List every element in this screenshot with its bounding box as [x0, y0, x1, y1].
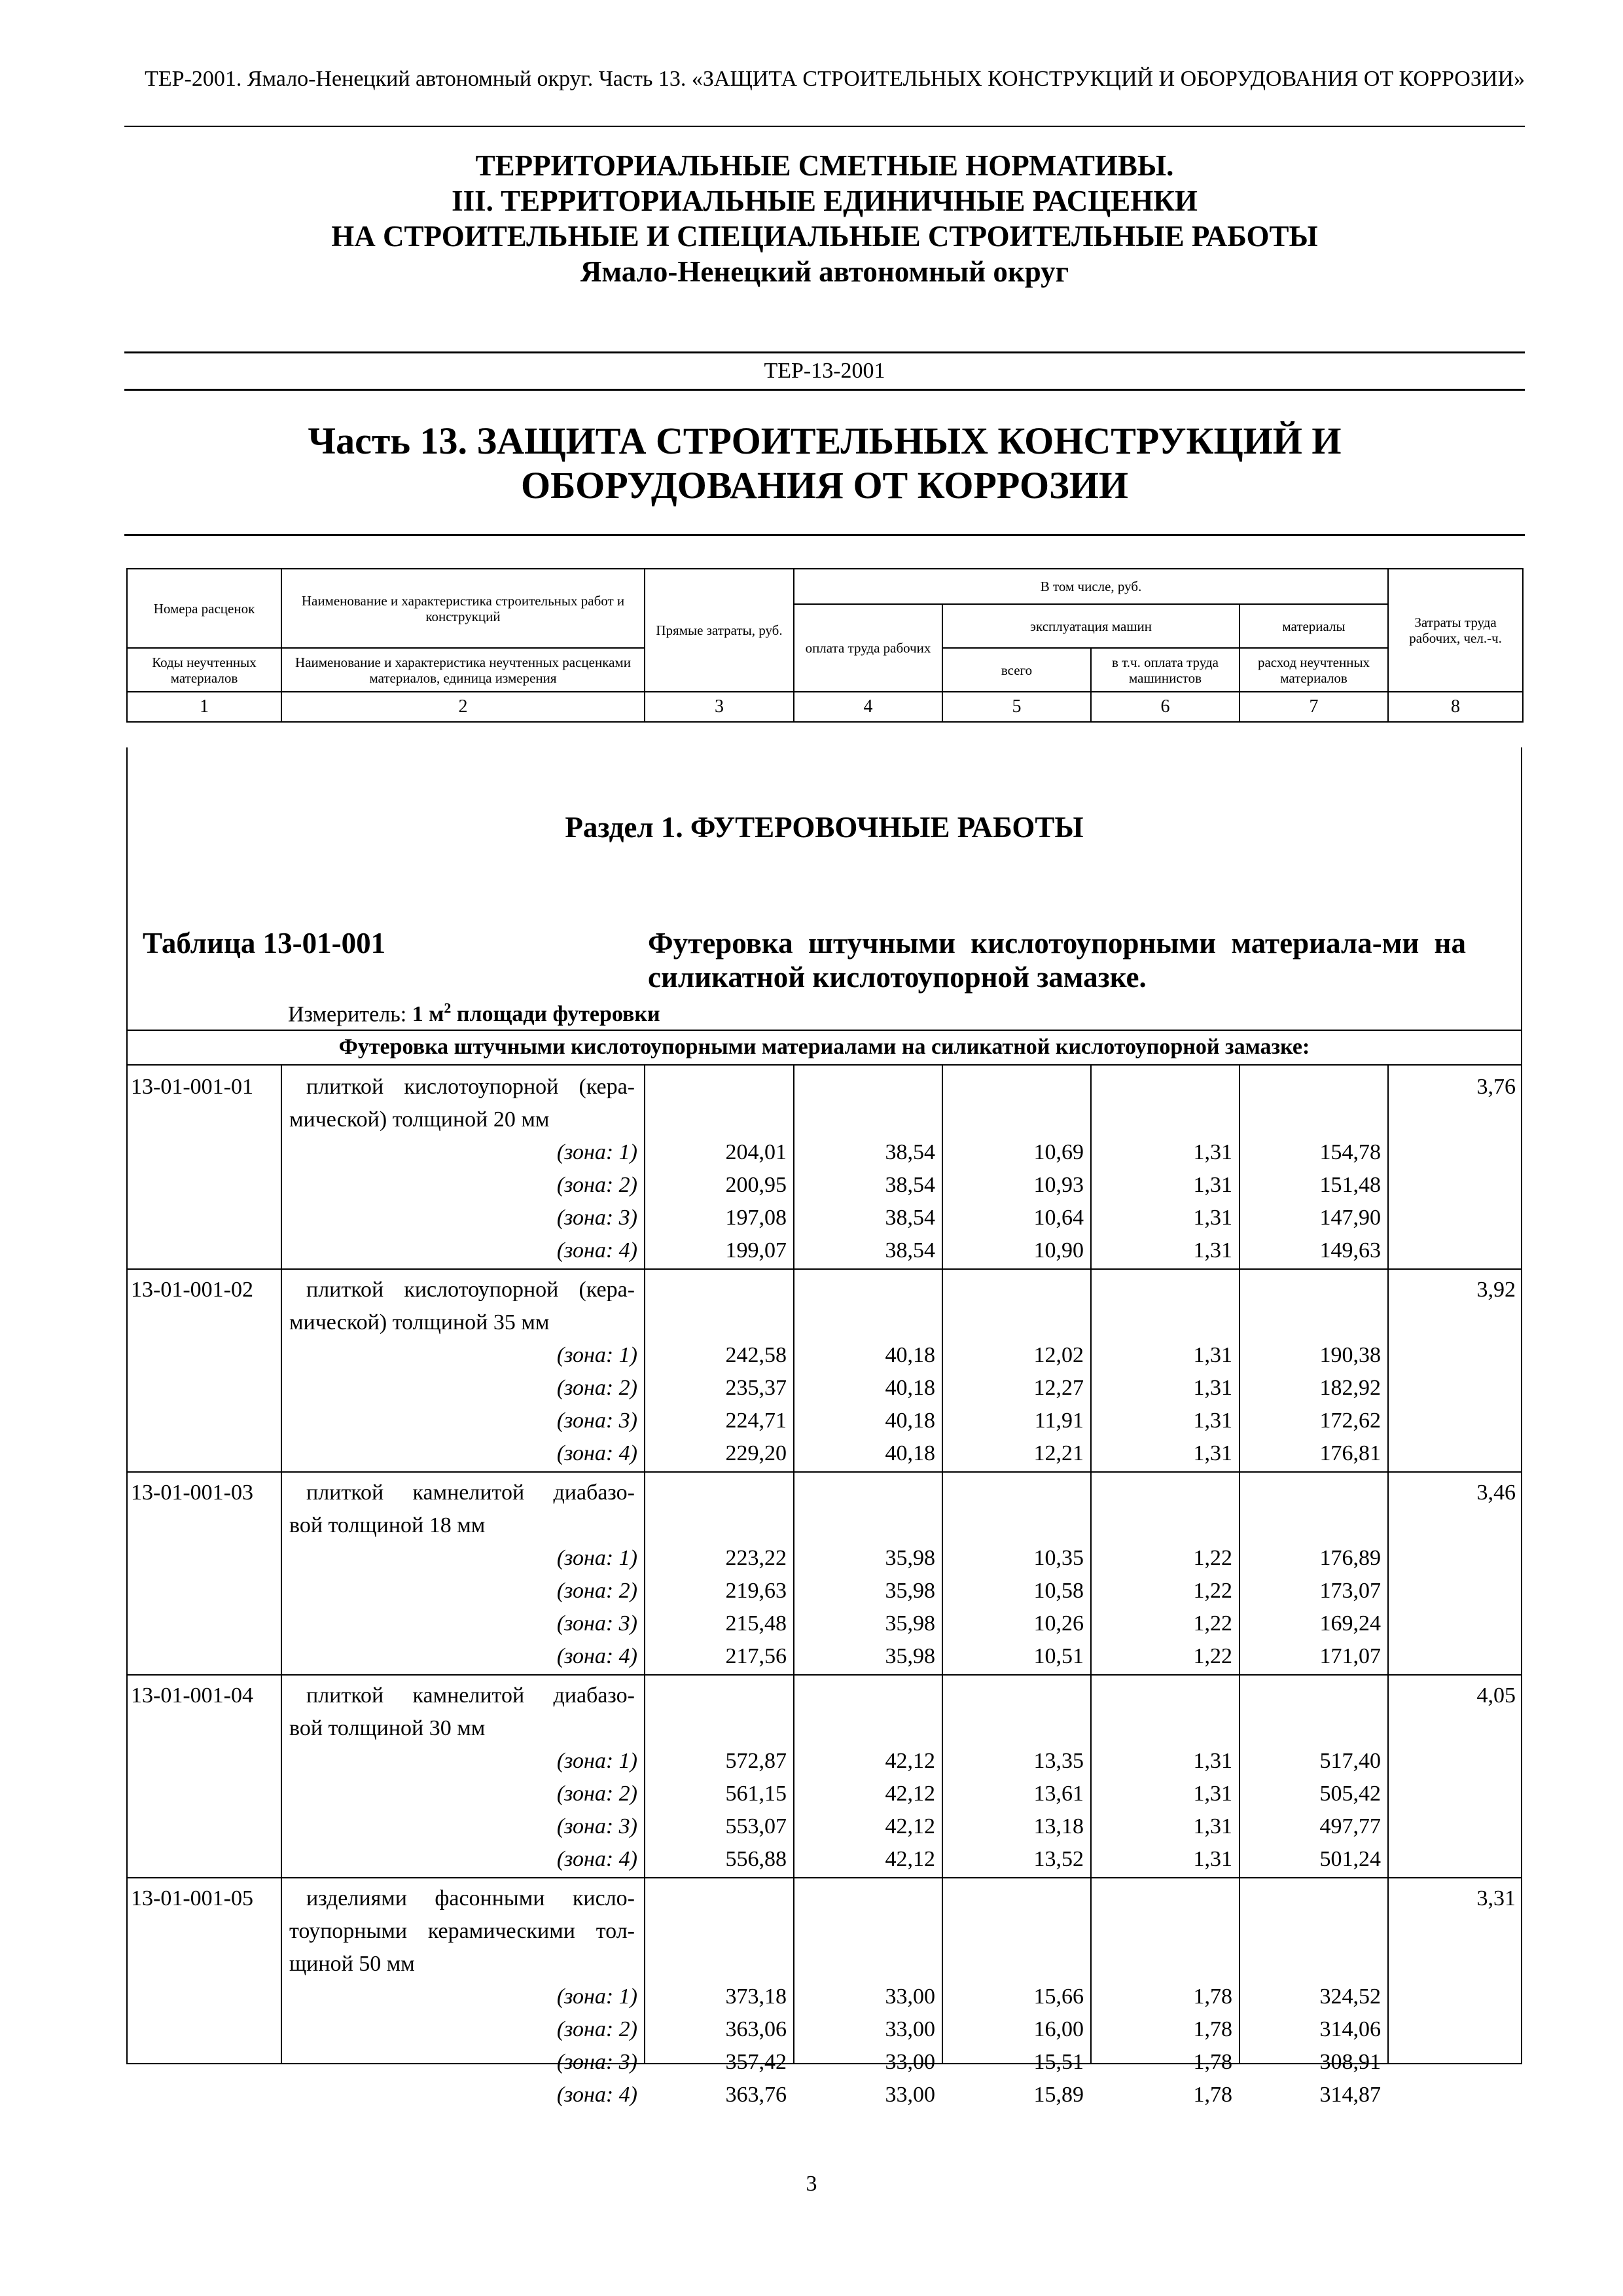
zone-label: (зона: 4)	[556, 1238, 637, 1263]
header-rule	[124, 126, 1525, 127]
header-machines-total: всего	[942, 648, 1091, 692]
zone-label: (зона: 2)	[556, 1579, 637, 1603]
column-number: 7	[1240, 692, 1388, 722]
operator-wages-value: 1,31	[1193, 1847, 1232, 1871]
header-materials: материалы	[1240, 604, 1388, 648]
direct-cost-value: 204,01	[725, 1140, 787, 1164]
wages-value: 40,18	[885, 1441, 935, 1465]
rate-code: 13-01-001-02	[131, 1278, 253, 1302]
wages-value: 35,98	[885, 1611, 935, 1636]
rate-code: 13-01-001-01	[131, 1075, 253, 1099]
wages-value: 40,18	[885, 1376, 935, 1400]
row-separator	[126, 1471, 1522, 1473]
header-including: В том числе, руб.	[794, 569, 1388, 604]
operator-wages-value: 1,78	[1193, 2083, 1232, 2107]
materials-value: 176,89	[1319, 1546, 1381, 1570]
rate-labor-cost: 3,92	[1476, 1278, 1516, 1302]
rate-description-line: плиткой камнелитой диабазо-	[306, 1683, 635, 1708]
table-id: Таблица 13-01-001	[143, 927, 386, 960]
direct-cost-value: 561,15	[725, 1782, 787, 1806]
meter	[288, 995, 660, 1028]
direct-cost-value: 224,71	[725, 1408, 787, 1433]
materials-value: 176,81	[1319, 1441, 1381, 1465]
rate-labor-cost: 3,46	[1476, 1480, 1516, 1505]
materials-value: 151,48	[1319, 1173, 1381, 1197]
wages-value: 35,98	[885, 1644, 935, 1668]
rate-description-line: щиной 50 мм	[289, 1952, 415, 1976]
wages-value: 42,12	[885, 1782, 935, 1806]
direct-cost-value: 229,20	[725, 1441, 787, 1465]
rate-labor-cost: 4,05	[1476, 1683, 1516, 1708]
wages-value: 33,00	[885, 1984, 935, 2009]
column-number: 5	[942, 692, 1091, 722]
operator-wages-value: 1,31	[1193, 1814, 1232, 1839]
materials-value: 517,40	[1319, 1749, 1381, 1773]
zone-label: (зона: 2)	[556, 1782, 637, 1806]
direct-cost-value: 235,37	[725, 1376, 787, 1400]
materials-value: 190,38	[1319, 1343, 1381, 1367]
rate-description-line: плиткой кислотоупорной (кера-	[306, 1075, 635, 1099]
table-title: Футеровка штучными кислотоупорными материала-ми на силикатной кислотоупорной замазке.	[648, 927, 1466, 994]
wages-value: 42,12	[885, 1847, 935, 1871]
table-header	[126, 568, 1524, 723]
machines-value: 11,91	[1034, 1408, 1084, 1433]
machines-value: 13,18	[1033, 1814, 1084, 1839]
rate-description-line: изделиями фасонными кисло-	[306, 1886, 635, 1910]
wages-value: 40,18	[885, 1343, 935, 1367]
wages-value: 38,54	[885, 1206, 935, 1230]
operator-wages-value: 1,31	[1193, 1749, 1232, 1773]
direct-cost-value: 556,88	[725, 1847, 787, 1871]
materials-value: 147,90	[1319, 1206, 1381, 1230]
meter-label: Измеритель:	[288, 1002, 407, 1027]
operator-wages-value: 1,22	[1193, 1611, 1232, 1636]
rate-description-line: вой толщиной 30 мм	[289, 1716, 486, 1740]
document-code: ТЕР-13-2001	[124, 351, 1525, 391]
zone-label: (зона: 2)	[556, 1376, 637, 1400]
operator-wages-value: 1,31	[1193, 1206, 1232, 1230]
rate-description-line: тоупорными керамическими тол-	[289, 1919, 635, 1943]
zone-label: (зона: 3)	[556, 2050, 637, 2074]
machines-value: 13,61	[1033, 1782, 1084, 1806]
header-machine-operation: эксплуатация машин	[942, 604, 1240, 648]
operator-wages-value: 1,31	[1193, 1343, 1232, 1367]
zone-label: (зона: 2)	[556, 1173, 637, 1197]
machines-value: 10,69	[1033, 1140, 1084, 1164]
machines-value: 15,66	[1033, 1984, 1084, 2009]
header-wages: оплата труда рабочих	[794, 604, 942, 692]
title-rule	[124, 534, 1525, 536]
row-separator	[126, 1877, 1522, 1878]
rate-labor-cost: 3,76	[1476, 1075, 1516, 1099]
section-title: Раздел 1. ФУТЕРОВОЧНЫЕ РАБОТЫ	[565, 811, 1084, 844]
wages-value: 38,54	[885, 1140, 935, 1164]
table-subheading: Футеровка штучными кислотоупорными материалами на силикатной кислотоупорной замазке:	[338, 1035, 1310, 1059]
direct-cost-value: 553,07	[725, 1814, 787, 1839]
rate-description-line: мической) толщиной 20 мм	[289, 1107, 550, 1132]
header-rate-numbers: Номера расценок	[127, 569, 281, 648]
zone-label: (зона: 4)	[556, 2083, 637, 2107]
operator-wages-value: 1,31	[1193, 1140, 1232, 1164]
heading-line-1: ТЕРРИТОРИАЛЬНЫЕ СМЕТНЫЕ НОРМАТИВЫ.	[475, 149, 1174, 182]
machines-value: 10,93	[1033, 1173, 1084, 1197]
machines-value: 12,21	[1033, 1441, 1084, 1465]
zone-label: (зона: 2)	[556, 2017, 637, 2041]
zone-label: (зона: 1)	[556, 1546, 637, 1570]
row-separator	[126, 1268, 1522, 1270]
part-title-line-2: ОБОРУДОВАНИЯ ОТ КОРРОЗИИ	[521, 464, 1128, 507]
page-number: 3	[806, 2172, 817, 2196]
column-number: 3	[645, 692, 794, 722]
direct-cost-value: 200,95	[725, 1173, 787, 1197]
materials-value: 505,42	[1319, 1782, 1381, 1806]
materials-value: 314,87	[1319, 2083, 1381, 2107]
direct-cost-value: 217,56	[725, 1644, 787, 1668]
direct-cost-value: 242,58	[725, 1343, 787, 1367]
main-heading	[124, 148, 1525, 289]
rate-labor-cost: 3,31	[1476, 1886, 1516, 1910]
heading-line-3: НА СТРОИТЕЛЬНЫЕ И СПЕЦИАЛЬНЫЕ СТРОИТЕЛЬНЫЕ РАБОТЫ	[331, 220, 1318, 253]
materials-value: 497,77	[1319, 1814, 1381, 1839]
machines-value: 16,00	[1033, 2017, 1084, 2041]
direct-cost-value: 373,18	[725, 1984, 787, 2009]
meter-value-rest: площади футеровки	[451, 1002, 660, 1027]
operator-wages-value: 1,78	[1193, 2017, 1232, 2041]
wages-value: 42,12	[885, 1814, 935, 1839]
header-material-names: Наименование и характеристика неучтенных расценками материалов, единица измерения	[281, 648, 645, 692]
machines-value: 10,51	[1033, 1644, 1084, 1668]
materials-value: 182,92	[1319, 1376, 1381, 1400]
operator-wages-value: 1,31	[1193, 1408, 1232, 1433]
materials-value: 169,24	[1319, 1611, 1381, 1636]
header-operator-wages: в т.ч. оплата труда машинистов	[1091, 648, 1240, 692]
wages-value: 38,54	[885, 1238, 935, 1263]
direct-cost-value: 363,06	[725, 2017, 787, 2041]
operator-wages-value: 1,22	[1193, 1546, 1232, 1570]
operator-wages-value: 1,78	[1193, 1984, 1232, 2009]
direct-cost-value: 223,22	[725, 1546, 787, 1570]
operator-wages-value: 1,31	[1193, 1238, 1232, 1263]
column-number: 8	[1388, 692, 1523, 722]
direct-cost-value: 215,48	[725, 1611, 787, 1636]
column-number: 2	[281, 692, 645, 722]
direct-cost-value: 363,76	[725, 2083, 787, 2107]
heading-line-4: Ямало-Ненецкий автономный округ	[580, 255, 1069, 288]
zone-label: (зона: 1)	[556, 1140, 637, 1164]
machines-value: 10,26	[1033, 1611, 1084, 1636]
rate-code: 13-01-001-03	[131, 1480, 253, 1505]
machines-value: 10,64	[1033, 1206, 1084, 1230]
zone-label: (зона: 3)	[556, 1814, 637, 1839]
meter-value: 1 м	[412, 1002, 444, 1027]
wages-value: 38,54	[885, 1173, 935, 1197]
header-material-codes: Коды неучтенных материалов	[127, 648, 281, 692]
materials-value: 171,07	[1319, 1644, 1381, 1668]
zone-label: (зона: 4)	[556, 1644, 637, 1668]
operator-wages-value: 1,31	[1193, 1782, 1232, 1806]
operator-wages-value: 1,31	[1193, 1376, 1232, 1400]
machines-value: 13,52	[1033, 1847, 1084, 1871]
zone-label: (зона: 1)	[556, 1984, 637, 2009]
wages-value: 33,00	[885, 2017, 935, 2041]
materials-value: 314,06	[1319, 2017, 1381, 2041]
materials-value: 154,78	[1319, 1140, 1381, 1164]
zone-label: (зона: 1)	[556, 1749, 637, 1773]
direct-cost-value: 572,87	[725, 1749, 787, 1773]
machines-value: 10,35	[1033, 1546, 1084, 1570]
machines-value: 10,90	[1033, 1238, 1084, 1263]
header-labor-costs-cell: Затраты труда рабочих, чел.-ч.	[1388, 569, 1523, 692]
wages-value: 33,00	[885, 2083, 935, 2107]
direct-cost-value: 197,08	[725, 1206, 787, 1230]
materials-value: 324,52	[1319, 1984, 1381, 2009]
zone-label: (зона: 3)	[556, 1611, 637, 1636]
zone-label: (зона: 3)	[556, 1206, 637, 1230]
part-title	[124, 419, 1525, 508]
operator-wages-value: 1,31	[1193, 1173, 1232, 1197]
machines-value: 15,51	[1033, 2050, 1084, 2074]
heading-line-2: III. ТЕРРИТОРИАЛЬНЫЕ ЕДИНИЧНЫЕ РАСЦЕНКИ	[452, 185, 1198, 217]
operator-wages-value: 1,31	[1193, 1441, 1232, 1465]
operator-wages-value: 1,78	[1193, 2050, 1232, 2074]
operator-wages-value: 1,22	[1193, 1644, 1232, 1668]
header-material-consumption: расход неучтенных материалов	[1240, 648, 1388, 692]
machines-value: 13,35	[1033, 1749, 1084, 1773]
rate-code: 13-01-001-04	[131, 1683, 253, 1708]
operator-wages-value: 1,22	[1193, 1579, 1232, 1603]
rate-description-line: плиткой кислотоупорной (кера-	[306, 1278, 635, 1302]
direct-cost-value: 357,42	[725, 2050, 787, 2074]
zone-label: (зона: 1)	[556, 1343, 637, 1367]
materials-value: 173,07	[1319, 1579, 1381, 1603]
materials-value: 308,91	[1319, 2050, 1381, 2074]
column-number: 4	[794, 692, 942, 722]
header-direct-costs: Прямые затраты, руб.	[645, 569, 794, 692]
rate-description-line: мической) толщиной 35 мм	[289, 1310, 550, 1335]
rate-code: 13-01-001-05	[131, 1886, 253, 1910]
rate-description-line: вой толщиной 18 мм	[289, 1513, 486, 1537]
zone-label: (зона: 4)	[556, 1847, 637, 1871]
materials-value: 149,63	[1319, 1238, 1381, 1263]
machines-value: 12,27	[1033, 1376, 1084, 1400]
materials-value: 501,24	[1319, 1847, 1381, 1871]
row-separator	[126, 1674, 1522, 1676]
wages-value: 35,98	[885, 1579, 935, 1603]
wages-value: 33,00	[885, 2050, 935, 2074]
column-number: 6	[1091, 692, 1240, 722]
running-head: ТЕР-2001. Ямало-Ненецкий автономный округ. Часть 13. «ЗАЩИТА СТРОИТЕЛЬНЫХ КОНСТРУКЦИЙ И ОБОРУДОВАНИЯ ОТ КОРРОЗИИ»	[145, 67, 1525, 91]
subheading-rule	[126, 1030, 1522, 1031]
wages-value: 42,12	[885, 1749, 935, 1773]
column-number: 1	[127, 692, 281, 722]
direct-cost-value: 199,07	[725, 1238, 787, 1263]
materials-value: 172,62	[1319, 1408, 1381, 1433]
data-top-rule	[126, 1064, 1522, 1066]
meter-sup: 2	[444, 1000, 452, 1016]
direct-cost-value: 219,63	[725, 1579, 787, 1603]
zone-label: (зона: 3)	[556, 1408, 637, 1433]
wages-value: 35,98	[885, 1546, 935, 1570]
zone-label: (зона: 4)	[556, 1441, 637, 1465]
rate-description-line: плиткой камнелитой диабазо-	[306, 1480, 635, 1505]
header-work-name: Наименование и характеристика строительных работ и конструкций	[281, 569, 645, 648]
machines-value: 15,89	[1033, 2083, 1084, 2107]
part-title-line-1: Часть 13. ЗАЩИТА СТРОИТЕЛЬНЫХ КОНСТРУКЦИЙ И	[308, 420, 1342, 462]
wages-value: 40,18	[885, 1408, 935, 1433]
machines-value: 10,58	[1033, 1579, 1084, 1603]
machines-value: 12,02	[1033, 1343, 1084, 1367]
